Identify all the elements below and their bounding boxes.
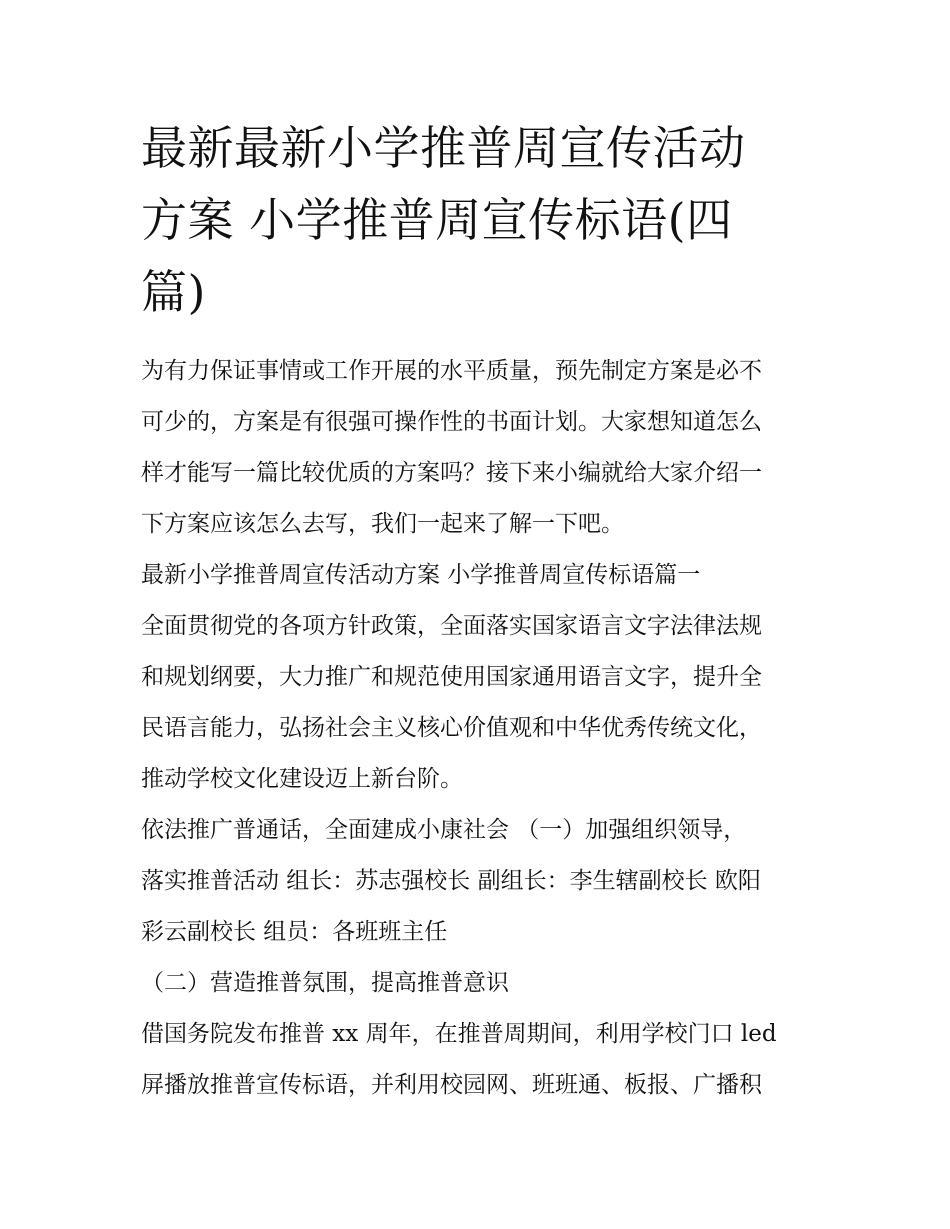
text-line: 下方案应该怎么去写，我们一起来了解一下吧。 — [141, 511, 624, 537]
text-line: 推动学校文化建设迈上新台阶。 — [141, 766, 463, 792]
text-line: 屏播放推普宣传标语，并利用校园网、班班通、板报、广播积 — [141, 1072, 762, 1098]
title-line: 篇) — [141, 265, 206, 319]
text-line: （二）营造推普氛围，提高推普意识 — [141, 970, 509, 996]
text-line: 依法推广普通话，全面建成小康社会 （一）加强组织领导， — [141, 817, 747, 843]
guiding-paragraph — [141, 601, 813, 805]
document-title — [141, 112, 813, 328]
title-line: 最新最新小学推普周宣传活动 — [141, 121, 746, 175]
text-line: 和规划纲要，大力推广和规范使用国家通用语言文字，提升全 — [141, 664, 762, 690]
document-body — [141, 112, 813, 1111]
section-heading — [141, 550, 813, 601]
text-line: 借国务院发布推普 xx 周年，在推普周期间，利用学校门口 led — [141, 1021, 777, 1047]
text-line: 为有力保证事情或工作开展的水平质量，预先制定方案是必不 — [141, 358, 762, 384]
intro-paragraph — [141, 346, 813, 550]
text-line: 最新小学推普周宣传活动方案 小学推普周宣传标语篇一 — [141, 562, 701, 588]
text-line: 可少的，方案是有很强可操作性的书面计划。大家想知道怎么 — [141, 409, 762, 435]
subsection-heading — [141, 958, 813, 1009]
publicity-paragraph — [141, 1009, 813, 1111]
organization-paragraph — [141, 805, 813, 958]
text-line: 落实推普活动 组长：苏志强校长 副组长：李生辖副校长 欧阳 — [141, 868, 761, 894]
text-line: 样才能写一篇比较优质的方案吗？接下来小编就给大家介绍一 — [141, 460, 762, 486]
title-line: 方案 小学推普周宣传标语(四 — [141, 193, 733, 247]
text-line: 全面贯彻党的各项方针政策，全面落实国家语言文字法律法规 — [141, 613, 762, 639]
text-line: 彩云副校长 组员：各班班主任 — [141, 919, 448, 945]
text-line: 民语言能力，弘扬社会主义核心价值观和中华优秀传统文化， — [141, 715, 762, 741]
